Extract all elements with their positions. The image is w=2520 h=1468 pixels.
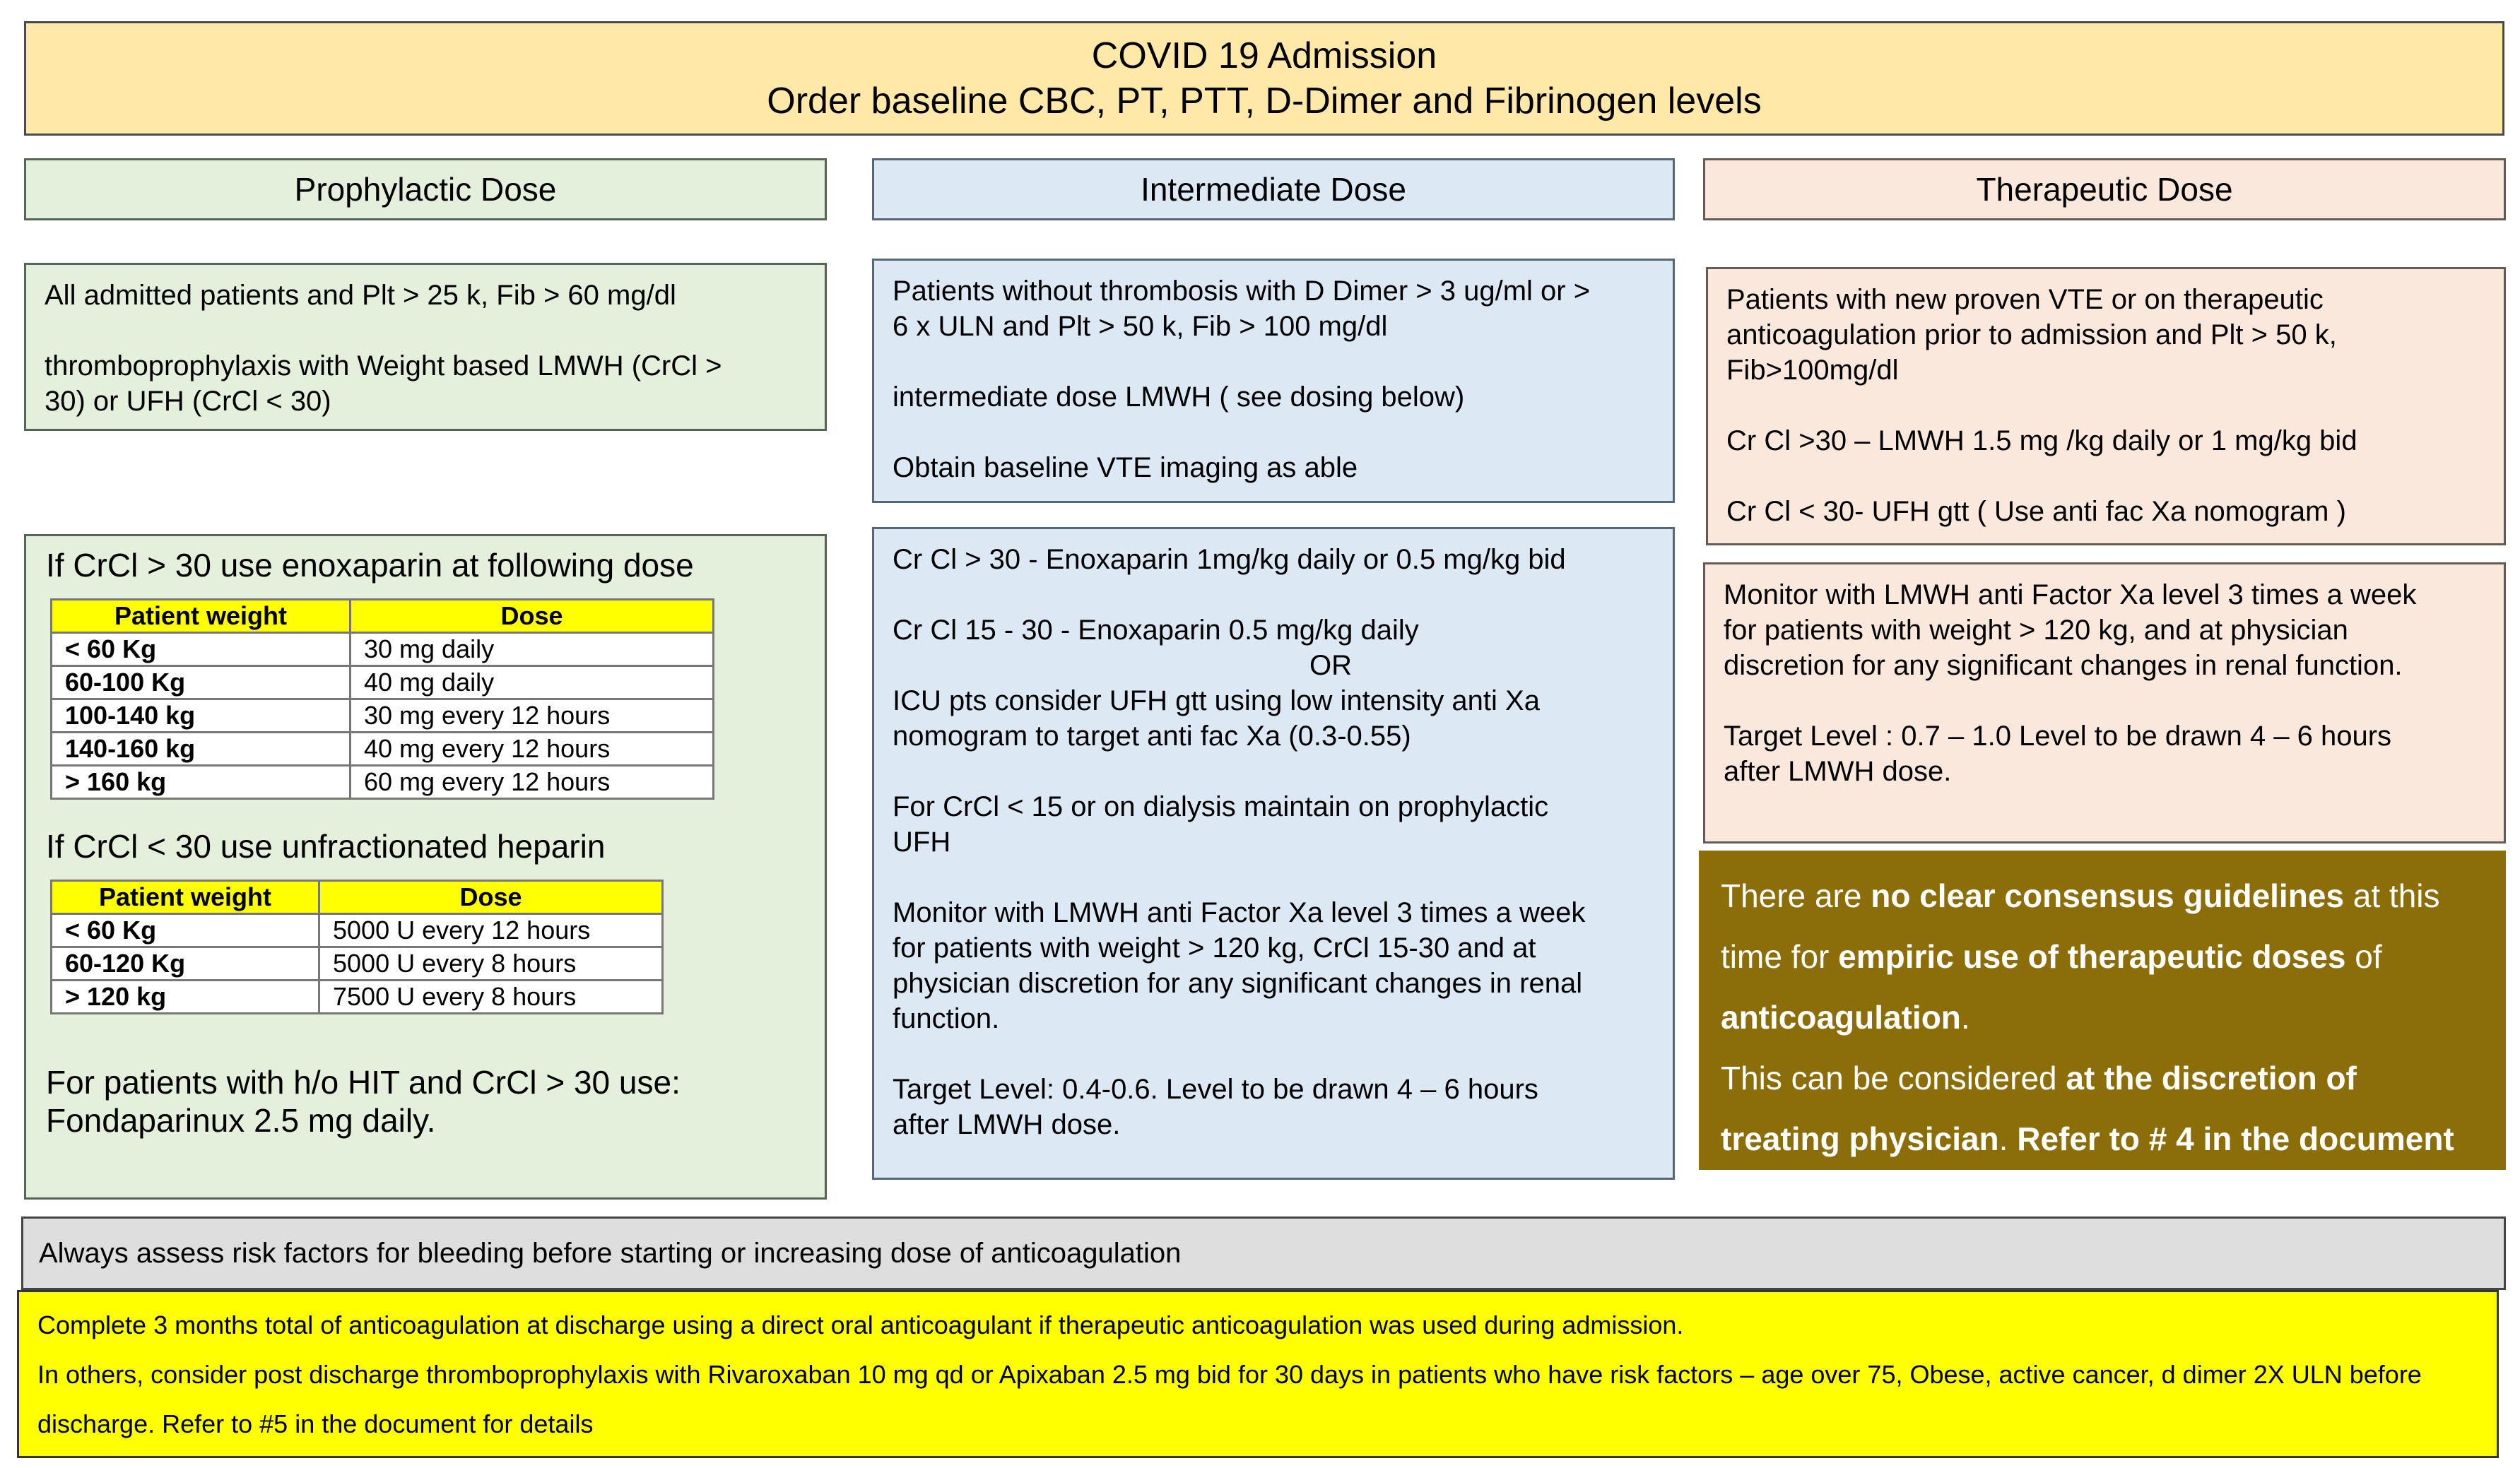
table-row: [52, 733, 714, 766]
weight-cell: > 160 kg: [52, 766, 351, 799]
intermediate-dose-crcl-15-30: Cr Cl 15 - 30 - Enoxaparin 0.5 mg/kg daily: [893, 615, 1419, 646]
column-header: Patient weight: [52, 600, 351, 633]
intermediate-target: Target Level: 0.4-0.6. Level to be drawn 4 – 6 hours after LMWH dose.: [893, 1074, 1538, 1140]
table-row: [52, 981, 663, 1014]
table-row: [52, 699, 714, 733]
intermediate-monitor: Monitor with LMWH anti Factor Xa level 3 times a week for patients with weight > 120 kg, CrCl 15-30 and at physician discretion for any significant changes in renal function.: [893, 897, 1586, 1034]
therapeutic-criteria-box: [1706, 267, 2506, 545]
dose-cell: 40 mg every 12 hours: [351, 733, 714, 766]
discharge-line-1: Complete 3 months total of anticoagulation at discharge using a direct oral anticoagulant if therapeutic anticoagulation was used during admission.: [37, 1310, 1684, 1339]
intermediate-dosing-box: [872, 527, 1675, 1180]
consensus-emphasis: no clear consensus guidelines: [1871, 877, 2344, 914]
dose-cell: 30 mg daily: [351, 633, 714, 666]
weight-cell: 100-140 kg: [52, 699, 351, 733]
page-title: COVID 19 Admission: [1091, 35, 1437, 76]
discharge-line-2: In others, consider post discharge thromboprophylaxis with Rivaroxaban 10 mg qd or Apixaban 2.5 mg bid for 30 days in patients who have risk factors – age over 75, Obese, active cancer, d dimer 2X ULN before discharge. Refer to #5 in the document for details: [37, 1360, 2422, 1438]
prophylactic-header: [24, 158, 827, 220]
consensus-line-1: [1721, 865, 2484, 1048]
dose-cell: 5000 U every 8 hours: [319, 947, 663, 981]
intermediate-criteria: Patients without thrombosis with D Dimer > 3 ug/ml or > 6 x ULN and Plt > 50 k, Fib > 100 mg/dl: [893, 276, 1591, 342]
therapeutic-monitor: Monitor with LMWH anti Factor Xa level 3 times a week for patients with weight > 120 kg, and at physician discretion for any significant changes in renal function.: [1724, 579, 2417, 681]
bleeding-risk-banner: [21, 1217, 2506, 1290]
icu-note: ICU pts consider UFH gtt using low intensity anti Xa nomogram to target anti fac Xa (0.3-0.55): [893, 685, 1540, 752]
column-header: Patient weight: [52, 881, 319, 914]
consensus-emphasis: empiric use of therapeutic doses: [1838, 938, 2346, 975]
weight-cell: > 120 kg: [52, 981, 319, 1014]
intermediate-dose-crcl-30: Cr Cl > 30 - Enoxaparin 1mg/kg daily or 0.5 mg/kg bid: [893, 544, 1566, 575]
dose-cell: 7500 U every 8 hours: [319, 981, 663, 1014]
dose-cell: 40 mg daily: [351, 666, 714, 699]
ufh-dose-table: [50, 880, 664, 1014]
consensus-text: of: [2345, 938, 2382, 975]
table-row: [52, 766, 714, 799]
ufh-heading: If CrCl < 30 use unfractionated heparin: [46, 828, 606, 865]
consensus-text: .: [1960, 999, 1970, 1036]
bleeding-risk-text: Always assess risk factors for bleeding before starting or increasing dose of anticoagulation: [39, 1237, 1182, 1269]
prophylactic-criteria-box: [24, 263, 827, 431]
weight-cell: < 60 Kg: [52, 633, 351, 666]
prophylactic-header-label: Prophylactic Dose: [294, 171, 557, 208]
therapeutic-dose-crcl-under-30: Cr Cl < 30- UFH gtt ( Use anti fac Xa nomogram ): [1726, 496, 2346, 527]
therapeutic-monitor-box: [1703, 562, 2506, 843]
dose-cell: 30 mg every 12 hours: [351, 699, 714, 733]
intermediate-treatment: intermediate dose LMWH ( see dosing below): [893, 381, 1465, 413]
therapeutic-criteria: Patients with new proven VTE or on therapeutic anticoagulation prior to admission and Plt > 50 k, Fib>100mg/dl: [1726, 284, 2337, 386]
hit-note: For patients with h/o HIT and CrCl > 30 use: Fondaparinux 2.5 mg daily.: [46, 1064, 681, 1139]
consensus-text: at this time for: [1721, 877, 2440, 975]
discharge-banner: [17, 1290, 2499, 1458]
consensus-emphasis: anticoagulation: [1721, 999, 1961, 1036]
dialysis-note: For CrCl < 15 or on dialysis maintain on prophylactic UFH: [893, 791, 1549, 858]
table-row: [52, 666, 714, 699]
intermediate-header: [872, 158, 1675, 220]
column-header: Dose: [351, 600, 714, 633]
consensus-text: .: [1998, 1120, 2018, 1157]
dose-cell: 5000 U every 12 hours: [319, 914, 663, 947]
table-header-row: [52, 600, 714, 633]
prophylactic-dosing-box: [24, 534, 827, 1200]
consensus-emphasis: at the discretion of treating physician: [1721, 1060, 2357, 1157]
therapeutic-header: [1703, 158, 2506, 220]
consensus-line-2: [1721, 1048, 2484, 1169]
consensus-text: There are: [1721, 877, 1871, 914]
dose-cell: 60 mg every 12 hours: [351, 766, 714, 799]
prophylactic-treatment: thromboprophylaxis with Weight based LMWH (CrCl > 30) or UFH (CrCl < 30): [45, 350, 722, 417]
page-subtitle: Order baseline CBC, PT, PTT, D-Dimer and Fibrinogen levels: [767, 81, 1762, 122]
intermediate-header-label: Intermediate Dose: [1141, 171, 1406, 208]
weight-cell: 60-100 Kg: [52, 666, 351, 699]
table-header-row: [52, 881, 663, 914]
enoxaparin-heading: If CrCl > 30 use enoxaparin at following dose: [46, 547, 694, 584]
column-header: Dose: [319, 881, 663, 914]
therapeutic-target: Target Level : 0.7 – 1.0 Level to be drawn 4 – 6 hours after LMWH dose.: [1724, 721, 2392, 787]
consensus-text: This can be considered: [1721, 1060, 2066, 1096]
table-row: [52, 914, 663, 947]
weight-cell: 60-120 Kg: [52, 947, 319, 981]
intermediate-criteria-box: [872, 259, 1675, 503]
title-banner: [24, 21, 2504, 136]
prophylactic-criteria: All admitted patients and Plt > 25 k, Fib > 60 mg/dl: [45, 280, 676, 311]
document-reference: Refer to # 4 in the document: [2017, 1120, 2454, 1157]
table-row: [52, 947, 663, 981]
therapeutic-header-label: Therapeutic Dose: [1976, 171, 2233, 208]
intermediate-imaging: Obtain baseline VTE imaging as able: [893, 452, 1358, 483]
table-row: [52, 633, 714, 666]
consensus-note: [1699, 851, 2506, 1170]
therapeutic-dose-crcl-30: Cr Cl >30 – LMWH 1.5 mg /kg daily or 1 mg/kg bid: [1726, 425, 2357, 456]
enoxaparin-dose-table: [50, 598, 714, 800]
weight-cell: 140-160 kg: [52, 733, 351, 766]
or-separator: OR: [1309, 650, 1352, 681]
weight-cell: < 60 Kg: [52, 914, 319, 947]
